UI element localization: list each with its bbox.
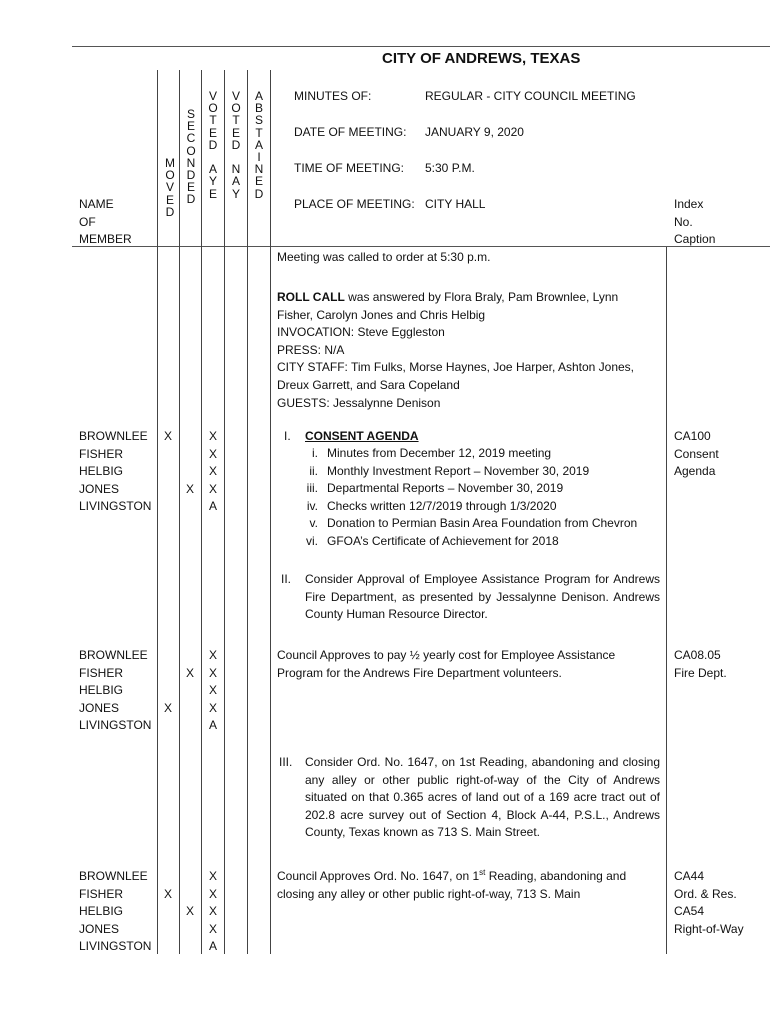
vote-mark [182, 498, 198, 516]
city-staff-line: CITY STAFF: Tim Fulks, Morse Haynes, Joe Harper, Ashton Jones, [277, 360, 635, 375]
index-column-header [674, 196, 715, 249]
member-name: JONES [79, 481, 120, 496]
member-name: HELBIG [79, 683, 124, 698]
vote2-moved-marks [160, 647, 176, 735]
name-header-line: NAME [79, 197, 114, 211]
vote-mark [160, 647, 176, 665]
time-of-meeting-label: TIME OF MEETING: [294, 161, 404, 175]
vote-mark [182, 868, 198, 886]
index-caption-line: Right-of-Way [674, 921, 744, 936]
vote-mark [160, 938, 176, 956]
vote-mark: A [208, 718, 217, 733]
subitem-text: Minutes from December 12, 2019 meeting [327, 446, 552, 460]
header-letter: E [186, 180, 195, 195]
header-letter: M [165, 156, 175, 170]
header-letter: E [231, 125, 240, 140]
header-letter: N [186, 155, 196, 170]
vote-mark: X [185, 481, 194, 496]
vote-mark [160, 717, 176, 735]
header-letter: V [208, 89, 217, 103]
voted-nay-column-header [227, 90, 245, 200]
member-name: BROWNLEE [79, 869, 148, 883]
vote-mark [182, 682, 198, 700]
subitem-number: v. [309, 516, 318, 531]
index-caption-line: CA100 [674, 429, 711, 443]
index-caption-line: CA44 [674, 869, 705, 883]
time-of-meeting-value: 5:30 P.M. [425, 161, 475, 175]
header-letter: S [254, 113, 263, 128]
header-letter: E [165, 192, 174, 207]
member-name: LIVINGSTON [79, 939, 152, 954]
header-letter: N [254, 162, 264, 177]
header-letter: O [186, 143, 196, 158]
vote1-seconded-marks [182, 428, 198, 516]
vote-mark: X [208, 429, 217, 443]
header-letter: T [255, 125, 263, 140]
member-name: FISHER [79, 446, 124, 461]
subitem-number: iii. [306, 481, 318, 496]
ordinal-suffix: st [479, 868, 486, 877]
header-letter: A [254, 89, 263, 103]
vote-mark [182, 700, 198, 718]
vote3-member-names [79, 868, 151, 956]
vote-mark: A [208, 939, 217, 954]
vote2-seconded-marks [182, 647, 198, 735]
index-caption-line: Consent [674, 446, 719, 461]
roll-call-label: ROLL CALL [277, 290, 345, 304]
vote-mark [182, 938, 198, 956]
col-divider-index [666, 247, 667, 954]
index-caption-line: Agenda [674, 464, 716, 479]
motion-line: Council Approves to pay ½ yearly cost for Employee Assistance [277, 648, 616, 662]
subitem-text: Departmental Reports – November 30, 2019 [327, 481, 564, 496]
member-name: BROWNLEE [79, 429, 148, 443]
index-header-line: No. [674, 214, 693, 229]
member-name: JONES [79, 921, 120, 936]
invocation: INVOCATION: Steve Eggleston [277, 325, 445, 340]
vote-mark [160, 498, 176, 516]
vote-mark: X [208, 904, 217, 919]
agenda-subitem [280, 445, 637, 463]
vote-mark: X [208, 665, 217, 680]
subitem-number: i. [312, 446, 318, 460]
header-letter: E [208, 186, 217, 201]
place-of-meeting-label: PLACE OF MEETING: [294, 197, 415, 211]
header-letter: A [208, 162, 217, 177]
name-header-line: OF [79, 214, 96, 229]
header-letter: N [231, 162, 241, 177]
header-letter: V [165, 180, 174, 195]
subitem-text: Donation to Permian Basin Area Foundation from Chevron [327, 516, 638, 531]
roll-call-text: was answered by Flora Braly, Pam Brownlee, Lynn [344, 290, 619, 304]
header-letter: D [186, 192, 196, 207]
header-letter: Y [231, 186, 240, 201]
vote-mark [160, 682, 176, 700]
col-divider-5 [247, 70, 248, 954]
header-letter: C [186, 131, 196, 146]
header-letter: E [186, 119, 195, 134]
vote-mark [182, 446, 198, 464]
vote-mark: X [208, 921, 217, 936]
top-rule [72, 46, 770, 47]
agenda-subitem [280, 498, 637, 516]
vote2-aye-marks [205, 647, 221, 735]
motion-text-a: Council Approves Ord. No. 1647, on 1 [277, 869, 480, 883]
vote-mark [160, 665, 176, 683]
subitem-text: GFOA’s Certificate of Achievement for 2018 [327, 533, 559, 548]
vote-mark: X [208, 886, 217, 901]
subitem-number: vi. [306, 533, 318, 548]
header-letter: I [257, 150, 261, 165]
vote3-motion-text [277, 868, 660, 903]
agenda-subitem [280, 463, 637, 481]
vote-mark: X [163, 429, 172, 443]
motion-line-part [277, 868, 626, 886]
header-letter: T [209, 113, 217, 128]
vote-mark [182, 921, 198, 939]
subitem-number: ii. [309, 463, 318, 478]
motion-text-b: Reading, abandoning and [485, 869, 627, 883]
vote3-aye-marks [205, 868, 221, 956]
member-name: HELBIG [79, 464, 124, 479]
header-letter: D [165, 204, 175, 219]
vote3-seconded-marks [182, 868, 198, 956]
vote1-moved-marks [160, 428, 176, 516]
vote-mark: X [208, 481, 217, 496]
index-caption-line: CA08.05 [674, 648, 721, 662]
subitem-number: iv. [306, 498, 318, 513]
name-header-line: MEMBER [79, 232, 132, 246]
guests: GUESTS: Jessalynne Denison [277, 395, 441, 410]
header-letter: A [231, 174, 240, 189]
header-letter: B [254, 101, 263, 116]
vote2-index-caption [674, 647, 727, 682]
vote-mark: X [185, 904, 194, 919]
agenda-subitem [280, 480, 637, 498]
subitem-text: Monthly Investment Report – November 30, 2019 [327, 463, 590, 478]
agenda-subitem [280, 515, 637, 533]
vote3-moved-marks [160, 868, 176, 956]
index-header-line: Index [674, 197, 704, 211]
vote-mark: A [208, 499, 217, 514]
roll-call-line: Fisher, Carolyn Jones and Chris Helbig [277, 307, 486, 322]
minutes-of-value: REGULAR - CITY COUNCIL MEETING [425, 89, 636, 103]
date-of-meeting-value: JANUARY 9, 2020 [425, 125, 524, 139]
item2-numeral: II. [281, 572, 292, 586]
date-of-meeting-label: DATE OF MEETING: [294, 125, 407, 139]
item2-text: Consider Approval of Employee Assistance Program for Andrews Fire Department, as presented by Jessalynne Denison. Andrews County Human Resource Director. [305, 572, 660, 622]
member-name: FISHER [79, 886, 124, 901]
vote2-member-names [79, 647, 151, 735]
seconded-column-header [182, 108, 200, 206]
vote1-aye-marks [205, 428, 221, 516]
member-name: LIVINGSTON [79, 499, 152, 514]
header-letter: A [254, 137, 263, 152]
col-divider-3 [201, 70, 202, 954]
vote-mark: X [208, 464, 217, 479]
abstained-column-header [250, 90, 268, 200]
vote-mark: X [208, 648, 217, 662]
consent-agenda-list [280, 445, 637, 551]
vote-mark: X [163, 700, 172, 715]
item3-numeral: III. [279, 755, 293, 769]
moved-column-header [161, 157, 179, 218]
col-divider-6 [270, 70, 271, 954]
header-letter: E [208, 125, 217, 140]
vote-mark [160, 921, 176, 939]
header-letter: V [231, 89, 240, 103]
vote-mark [160, 868, 176, 886]
index-caption-line: Ord. & Res. [674, 886, 737, 901]
col-divider-1 [157, 70, 158, 954]
page-title: CITY OF ANDREWS, TEXAS [382, 50, 581, 67]
agenda-subitem [280, 533, 637, 551]
header-letter: O [208, 101, 218, 116]
motion-line [277, 868, 660, 886]
motion-line: Program for the Andrews Fire Department volunteers. [277, 665, 562, 680]
item3-text: Consider Ord. No. 1647, on 1st Reading, abandoning and closing any alley or other public right-of-way of the City of Andrews situated on that 0.365 acres of land out of a 169 acre tract out of 202.8 acre survey out of Section 4, Block A-44, P.S.L., Andrews County, Texas known as 713 S. Main Street. [305, 755, 660, 840]
member-name: FISHER [79, 665, 124, 680]
vote-mark [182, 717, 198, 735]
minutes-of-label: MINUTES OF: [294, 89, 372, 103]
header-letter: D [254, 186, 264, 201]
city-staff-line: Dreux Garrett, and Sara Copeland [277, 377, 460, 392]
roll-call-block [277, 289, 634, 412]
vote-mark [182, 428, 198, 446]
member-name: JONES [79, 700, 120, 715]
consent-agenda-heading: CONSENT AGENDA [305, 429, 419, 443]
vote-mark: X [208, 446, 217, 461]
subitem-text: Checks written 12/7/2019 through 1/3/2020 [327, 498, 557, 513]
vote3-index-caption [674, 868, 744, 938]
col-divider-2 [179, 70, 180, 954]
header-letter: S [186, 107, 195, 121]
roll-call-line [277, 289, 634, 307]
vote-mark [160, 463, 176, 481]
vote1-index-caption [674, 428, 719, 481]
index-caption-line: Fire Dept. [674, 665, 727, 680]
header-letter: D [231, 137, 241, 152]
voted-aye-column-header [204, 90, 222, 200]
header-letter: O [165, 168, 175, 183]
call-to-order: Meeting was called to order at 5:30 p.m. [277, 250, 491, 264]
press: PRESS: N/A [277, 342, 345, 357]
index-header-line: Caption [674, 232, 716, 246]
vote-mark: X [208, 869, 217, 883]
vote-mark [160, 903, 176, 921]
member-name: BROWNLEE [79, 648, 148, 662]
header-letter: Y [208, 174, 217, 189]
name-column-header [79, 196, 132, 249]
header-letter: D [186, 168, 196, 183]
vote-mark: X [208, 683, 217, 698]
col-divider-4 [224, 70, 225, 954]
motion-line: closing any alley or other public right-of-way, 713 S. Main [277, 886, 581, 901]
vote-mark [182, 886, 198, 904]
header-letter: E [254, 174, 263, 189]
vote-mark [160, 446, 176, 464]
vote-mark: X [208, 700, 217, 715]
index-caption-line: CA54 [674, 904, 705, 919]
consent-agenda-numeral: I. [284, 429, 291, 443]
header-letter: D [208, 137, 218, 152]
vote1-member-names [79, 428, 151, 516]
vote-mark [182, 647, 198, 665]
vote-mark [182, 463, 198, 481]
member-name: LIVINGSTON [79, 718, 152, 733]
vote-mark: X [185, 665, 194, 680]
header-letter: T [232, 113, 240, 128]
vote-mark [160, 481, 176, 499]
header-letter: O [231, 101, 241, 116]
vote2-motion-text [277, 647, 615, 682]
member-name: HELBIG [79, 904, 124, 919]
place-of-meeting-value: CITY HALL [425, 197, 486, 211]
vote-mark: X [163, 886, 172, 901]
